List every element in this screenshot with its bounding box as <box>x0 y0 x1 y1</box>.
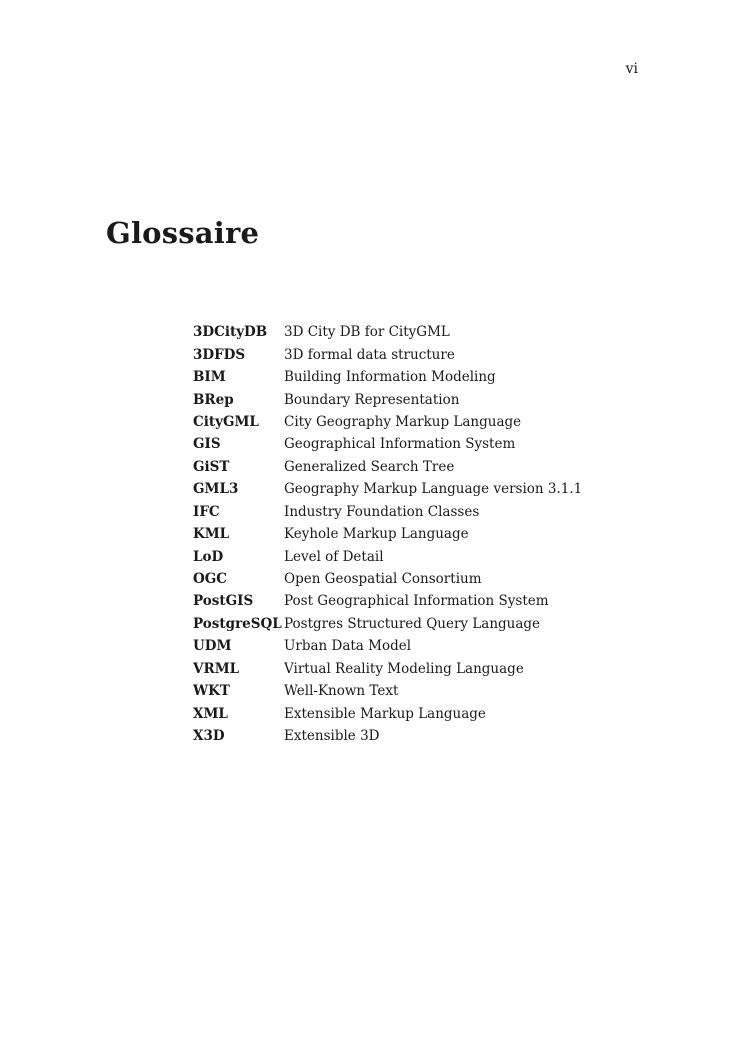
glossary-entry <box>193 478 613 500</box>
glossary-entry <box>193 343 613 365</box>
glossary-definition: Extensible Markup Language <box>284 705 486 722</box>
glossary-definition: Building Information Modeling <box>284 369 496 386</box>
glossary-entry <box>193 613 613 635</box>
glossary-entry <box>193 321 613 343</box>
glossary-definition: Geography Markup Language version 3.1.1 <box>284 481 583 498</box>
glossary-entry <box>193 635 613 657</box>
glossary-list <box>193 321 613 747</box>
glossary-term: 3DFDS <box>193 346 246 363</box>
glossary-term: GIS <box>193 436 221 453</box>
glossary-definition: Boundary Representation <box>284 391 460 408</box>
glossary-definition: 3D City DB for CityGML <box>284 324 450 341</box>
glossary-entry <box>193 501 613 523</box>
glossary-definition: Keyhole Markup Language <box>284 526 469 543</box>
glossary-term: WKT <box>193 683 230 700</box>
glossary-term: XML <box>193 705 228 722</box>
glossary-definition: 3D formal data structure <box>284 346 455 363</box>
page-number: vi <box>625 61 638 77</box>
glossary-definition: Postgres Structured Query Language <box>284 615 541 632</box>
glossary-definition: Geographical Information System <box>284 436 516 453</box>
glossary-term: X3D <box>193 728 225 745</box>
glossary-entry <box>193 456 613 478</box>
glossary-entry <box>193 411 613 433</box>
glossary-definition: Extensible 3D <box>284 728 380 745</box>
glossary-definition: Urban Data Model <box>284 638 412 655</box>
glossary-definition: Open Geospatial Consortium <box>284 571 482 588</box>
glossary-term: PostGIS <box>193 593 254 610</box>
glossary-definition: Well-Known Text <box>284 683 399 700</box>
glossary-term: VRML <box>193 660 240 677</box>
glossary-definition: Post Geographical Information System <box>284 593 549 610</box>
glossary-definition: Industry Foundation Classes <box>284 503 480 520</box>
glossary-term: IFC <box>193 503 220 520</box>
glossary-definition: Level of Detail <box>284 548 384 565</box>
glossary-term: CityGML <box>193 413 259 430</box>
glossary-entry <box>193 590 613 612</box>
glossary-term: GiST <box>193 458 230 475</box>
glossary-definition: Virtual Reality Modeling Language <box>284 660 524 677</box>
glossary-entry <box>193 702 613 724</box>
glossary-entry <box>193 523 613 545</box>
glossary-term: BIM <box>193 369 226 386</box>
glossary-term: BRep <box>193 391 234 408</box>
glossary-term: 3DCityDB <box>193 324 268 341</box>
glossary-entry <box>193 568 613 590</box>
glossary-definition: City Geography Markup Language <box>284 413 522 430</box>
glossary-entry <box>193 388 613 410</box>
glossary-term: KML <box>193 526 230 543</box>
glossary-term: OGC <box>193 571 228 588</box>
glossary-entry <box>193 658 613 680</box>
glossary-term: LoD <box>193 548 224 565</box>
glossary-entry <box>193 680 613 702</box>
glossary-term: UDM <box>193 638 232 655</box>
glossary-definition: Generalized Search Tree <box>284 458 455 475</box>
glossary-entry <box>193 433 613 455</box>
glossary-entry <box>193 545 613 567</box>
glossary-entry <box>193 366 613 388</box>
chapter-title: Glossaire <box>106 216 260 250</box>
glossary-term: PostgreSQL <box>193 615 282 632</box>
glossary-entry <box>193 725 613 747</box>
glossary-term: GML3 <box>193 481 239 498</box>
